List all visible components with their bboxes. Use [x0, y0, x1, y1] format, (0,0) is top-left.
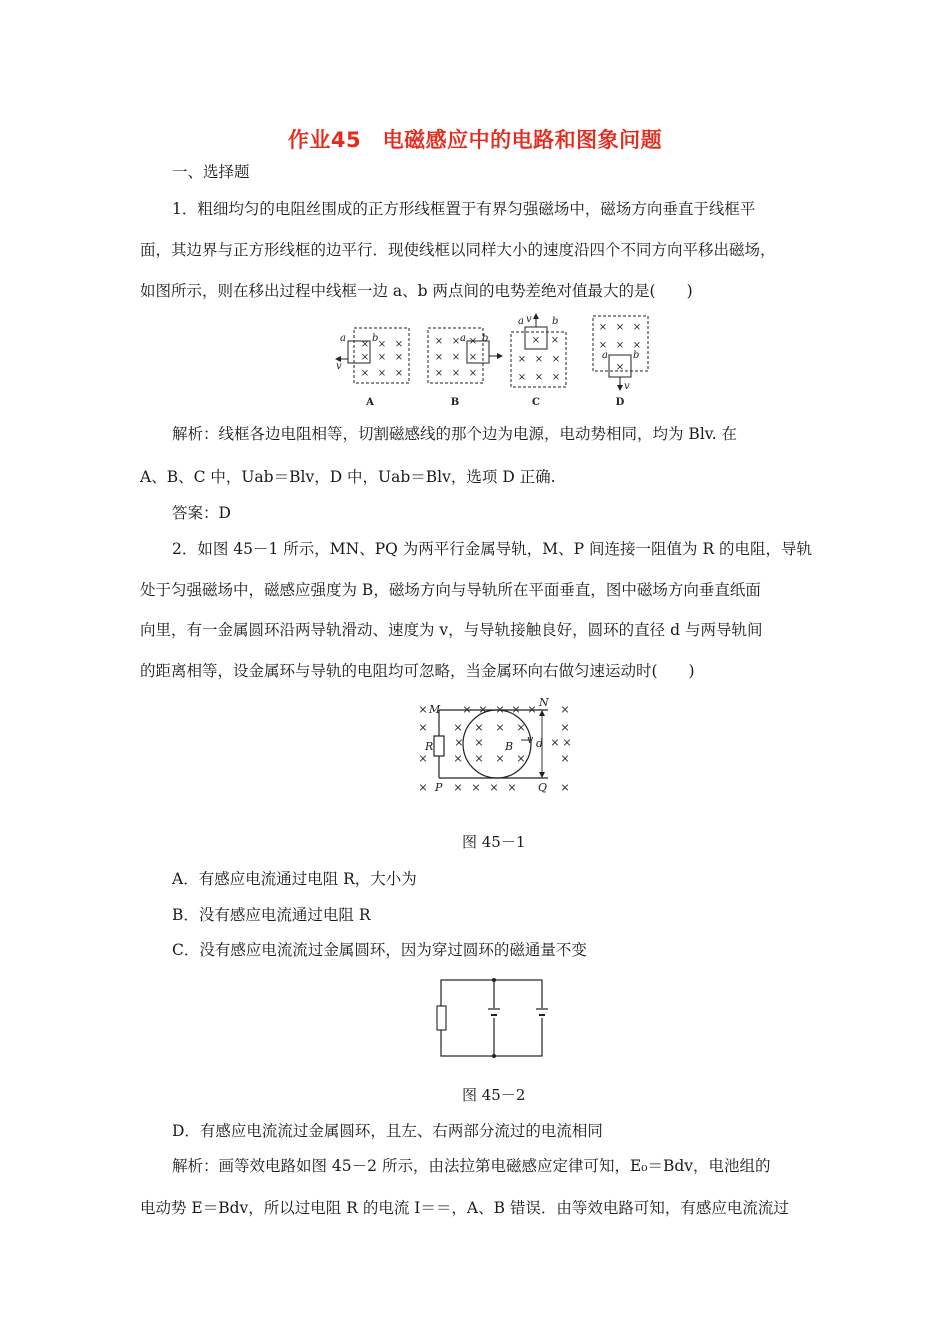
- svg-text:×: ×: [360, 352, 370, 363]
- label-N: N: [539, 696, 549, 709]
- svg-text:×: ×: [489, 781, 499, 794]
- svg-text:×: ×: [550, 736, 560, 749]
- svg-text:×: ×: [474, 752, 484, 765]
- svg-text:×: ×: [434, 368, 444, 379]
- svg-text:×: ×: [462, 703, 472, 716]
- q1-label-v: v: [526, 314, 532, 325]
- svg-text:×: ×: [534, 372, 544, 383]
- q1-label-v: v: [624, 381, 630, 392]
- svg-text:×: ×: [615, 340, 625, 351]
- svg-text:×: ×: [534, 354, 544, 365]
- svg-text:×: ×: [474, 721, 484, 734]
- svg-text:×: ×: [471, 781, 481, 794]
- svg-text:×: ×: [495, 752, 505, 765]
- svg-text:×: ×: [632, 340, 642, 351]
- svg-text:×: ×: [560, 752, 570, 765]
- q1-label-a: a: [460, 333, 466, 344]
- svg-text:×: ×: [527, 703, 537, 716]
- svg-text:×: ×: [474, 736, 484, 749]
- svg-text:×: ×: [615, 362, 625, 373]
- q1-answer: 答案：D: [172, 504, 231, 522]
- q1-label-b: b: [372, 333, 379, 344]
- fig-45-2-caption: 图 45－2: [462, 1086, 526, 1104]
- svg-text:×: ×: [551, 354, 561, 365]
- svg-text:×: ×: [615, 322, 625, 333]
- svg-text:×: ×: [468, 368, 478, 379]
- svg-text:×: ×: [454, 736, 464, 749]
- label-v: v: [527, 733, 534, 746]
- svg-text:×: ×: [531, 335, 541, 346]
- option-B: B．没有感应电流通过电阻 R: [172, 906, 371, 924]
- label-M: M: [429, 703, 441, 716]
- q2-line-2: 处于匀强磁场中，磁感应强度为 B，磁场方向与导轨所在平面垂直，图中磁场方向垂直纸面: [140, 581, 761, 599]
- svg-text:×: ×: [377, 352, 387, 363]
- svg-text:×: ×: [418, 703, 428, 716]
- svg-text:×: ×: [516, 752, 526, 765]
- q1-fig-label-A: A: [366, 397, 374, 408]
- svg-text:×: ×: [360, 339, 370, 350]
- svg-text:×: ×: [495, 703, 505, 716]
- svg-text:×: ×: [360, 368, 370, 379]
- q1-line-2: 面，其边界与正方形线框的边平行．现使线框以同样大小的速度沿四个不同方向平移出磁场，: [140, 241, 776, 259]
- option-C: C．没有感应电流流过金属圆环，因为穿过圆环的磁通量不变: [172, 941, 587, 959]
- q2-line-3: 向里，有一金属圆环沿两导轨滑动、速度为 v，与导轨接触良好，圆环的直径 d 与两导轨间: [140, 621, 763, 639]
- svg-text:×: ×: [453, 721, 463, 734]
- svg-text:×: ×: [598, 340, 608, 351]
- label-Q: Q: [538, 781, 548, 794]
- option-D: D．有感应电流流过金属圆环，且左、右两部分流过的电流相同: [172, 1122, 603, 1140]
- svg-text:×: ×: [418, 752, 428, 765]
- option-A: A．有感应电流通过电阻 R，大小为: [172, 870, 417, 888]
- svg-text:×: ×: [550, 335, 560, 346]
- q1-line-1: 1．粗细均匀的电阻丝围成的正方形线框置于有界匀强磁场中，磁场方向垂直于线框平: [172, 200, 756, 218]
- svg-text:×: ×: [377, 339, 387, 350]
- q2-line-1: 2．如图 45－1 所示，MN、PQ 为两平行金属导轨，M、P 间连接一阻值为 R 的电阻，导轨: [172, 540, 813, 558]
- svg-text:×: ×: [418, 721, 428, 734]
- section-heading: 一、选择题: [172, 163, 250, 181]
- q1-figure: [330, 310, 660, 410]
- q1-fig-label-B: B: [450, 397, 460, 408]
- svg-text:×: ×: [453, 781, 463, 794]
- svg-text:×: ×: [507, 781, 517, 794]
- page-title: 作业45 电磁感应中的电路和图象问题: [287, 128, 663, 152]
- svg-text:×: ×: [517, 372, 527, 383]
- svg-text:×: ×: [632, 322, 642, 333]
- svg-text:×: ×: [434, 336, 444, 347]
- q1-fig-label-D: D: [615, 397, 625, 408]
- q2-line-4: 的距离相等，设金属环与导轨的电阻均可忽略，当金属环向右做匀速运动时( ): [140, 662, 695, 680]
- svg-text:×: ×: [562, 736, 572, 749]
- svg-text:×: ×: [468, 336, 478, 347]
- label-R: R: [425, 740, 434, 753]
- svg-text:×: ×: [451, 352, 461, 363]
- q1-analysis-2: A、B、C 中，Uab＝Blv，D 中，Uab＝Blv，选项 D 正确.: [140, 468, 556, 486]
- q1-fig-label-C: C: [532, 397, 540, 408]
- q1-label-a: a: [340, 333, 346, 344]
- svg-text:×: ×: [377, 368, 387, 379]
- svg-text:×: ×: [598, 322, 608, 333]
- q1-line-3: 如图所示，则在移出过程中线框一边 a、b 两点间的电势差绝对值最大的是( ): [140, 282, 693, 300]
- svg-text:×: ×: [451, 336, 461, 347]
- q1-label-a: a: [518, 316, 524, 327]
- q1-label-b: b: [482, 333, 489, 344]
- svg-text:×: ×: [394, 339, 404, 350]
- svg-text:×: ×: [495, 721, 505, 734]
- q1-label-a: a: [602, 350, 608, 361]
- svg-text:×: ×: [511, 703, 521, 716]
- svg-text:×: ×: [434, 352, 444, 363]
- label-B: B: [505, 740, 514, 753]
- svg-text:×: ×: [560, 703, 570, 716]
- q1-analysis-1: 解析：线框各边电阻相等，切割磁感线的那个边为电源，电动势相同，均为 Blv. 在: [172, 425, 738, 443]
- svg-text:×: ×: [453, 752, 463, 765]
- q2-analysis-2: 电动势 E＝Bdv，所以过电阻 R 的电流 I＝＝，A、B 错误．由等效电路可知，有感应电流流过: [140, 1199, 789, 1217]
- q1-label-b: b: [552, 316, 559, 327]
- q2-figure-45-1: [415, 694, 575, 796]
- svg-text:×: ×: [560, 721, 570, 734]
- label-d: d: [536, 737, 544, 750]
- fig-45-1-caption: 图 45－1: [462, 833, 526, 851]
- svg-text:×: ×: [516, 721, 526, 734]
- svg-text:×: ×: [394, 368, 404, 379]
- svg-text:×: ×: [394, 352, 404, 363]
- svg-text:×: ×: [560, 781, 570, 794]
- svg-text:×: ×: [468, 352, 478, 363]
- q1-label-b: b: [633, 350, 640, 361]
- label-P: P: [435, 781, 443, 794]
- svg-text:×: ×: [478, 703, 488, 716]
- svg-text:×: ×: [451, 368, 461, 379]
- q2-analysis-1: 解析：画等效电路如图 45－2 所示，由法拉第电磁感应定律可知，E₀＝Bdv，电池组的: [172, 1157, 771, 1175]
- svg-text:×: ×: [517, 354, 527, 365]
- q2-figure-45-2: [432, 974, 548, 1060]
- svg-text:×: ×: [551, 372, 561, 383]
- q1-label-v: v: [336, 361, 342, 372]
- svg-text:×: ×: [418, 781, 428, 794]
